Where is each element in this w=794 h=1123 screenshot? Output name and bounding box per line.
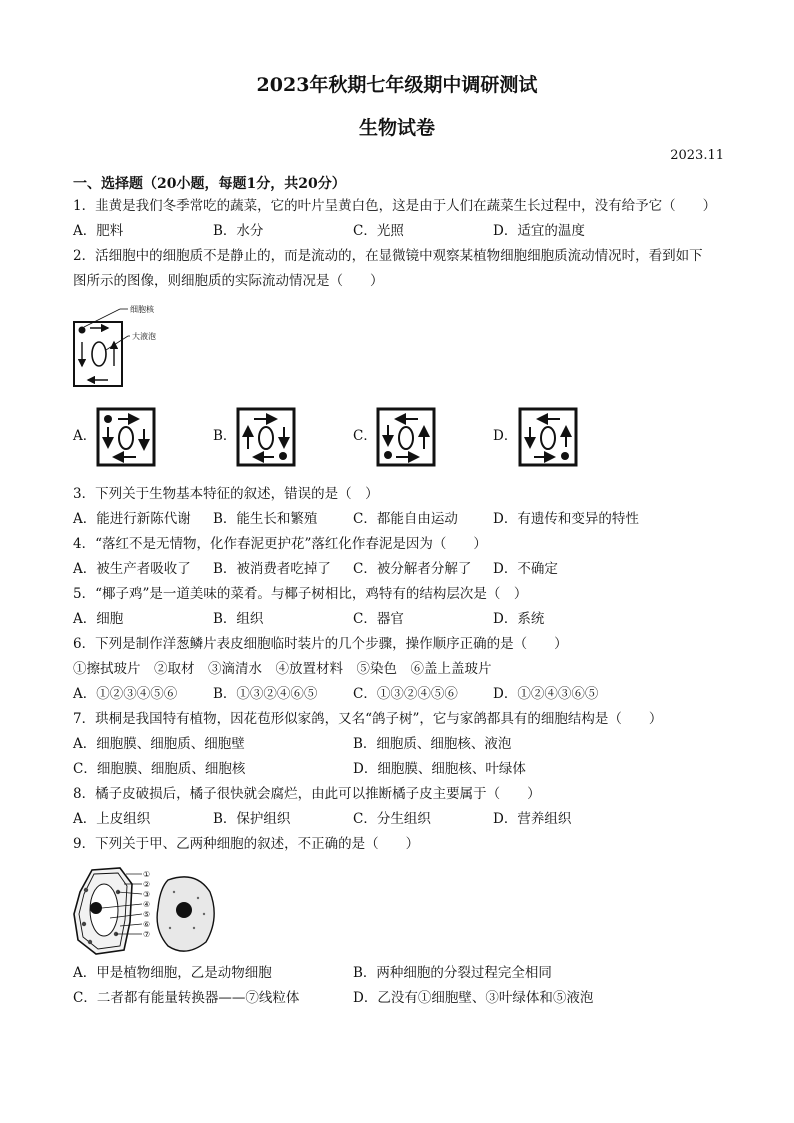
q4-option-c: C．被分解者分解了 [353, 561, 472, 577]
cell-label-3: ③ [143, 890, 151, 899]
q2-diagram-c [376, 407, 436, 467]
q6-stem: 6．下列是制作洋葱鳞片表皮细胞临时装片的几个步骤，操作顺序正确的是（ ） [73, 636, 568, 652]
q2-option-d: D． [493, 428, 518, 444]
q9-option-a: A．甲是植物细胞，乙是动物细胞 [73, 965, 272, 981]
q7-stem: 7．珙桐是我国特有植物，因花苞形似家鸽，又名“鸽子树”，它与家鸽都具有的细胞结构是（ ） [73, 711, 663, 727]
exam-title: 2023年秋期七年级期中调研测试 [256, 74, 538, 96]
q9-option-c: C．二者都有能量转换器——⑦线粒体 [73, 990, 300, 1006]
cell-label-4: ④ [143, 900, 151, 909]
q5-stem: 5．“椰子鸡”是一道美味的菜肴。与椰子树相比，鸡特有的结构层次是（ ） [73, 586, 528, 602]
q1-option-d: D．适宜的温度 [493, 223, 585, 239]
label-vacuole: 大液泡 [132, 332, 156, 341]
q2-diagram-a [96, 407, 156, 467]
exam-date: 2023.11 [670, 148, 724, 163]
q2-option-c: C． [353, 428, 377, 444]
q1-stem: 1．韭黄是我们冬季常吃的蔬菜，它的叶片呈黄白色，这是由于人们在蔬菜生长过程中，没有给予它（ ） [73, 198, 717, 214]
q5-option-c: C．器官 [353, 611, 404, 627]
q3-option-d: D．有遗传和变异的特性 [493, 511, 639, 527]
q4-stem: 4．“落红不是无情物，化作春泥更护花”落红化作春泥是因为（ ） [73, 536, 487, 552]
q1-option-b: B．水分 [213, 223, 264, 239]
cell-label-1: ① [143, 870, 151, 879]
q2-option-a: A． [73, 428, 97, 444]
q8-option-c: C．分生组织 [353, 811, 431, 827]
q2-stem-line1: 2．活细胞中的细胞质不是静止的，而是流动的，在显微镜中观察某植物细胞细胞质流动情况时，看到如下 [73, 248, 703, 264]
q3-stem: 3．下列关于生物基本特征的叙述，错误的是（ ） [73, 486, 379, 502]
q6-option-c: C．①③②④⑤⑥ [353, 686, 458, 702]
q7-option-c: C．细胞膜、细胞质、细胞核 [73, 761, 246, 777]
q6-option-a: A．①②③④⑤⑥ [73, 686, 178, 702]
q4-option-d: D．不确定 [493, 561, 558, 577]
q5-option-d: D．系统 [493, 611, 545, 627]
label-nucleus: 细胞核 [130, 305, 154, 314]
q3-option-a: A．能进行新陈代谢 [73, 511, 191, 527]
q7-option-d: D．细胞膜、细胞核、叶绿体 [353, 761, 526, 777]
q7-option-b: B．细胞质、细胞核、液泡 [353, 736, 512, 752]
q4-option-b: B．被消费者吃掉了 [213, 561, 331, 577]
q6-option-b: B．①③②④⑥⑤ [213, 686, 318, 702]
q8-stem: 8．橘子皮破损后，橘子很快就会腐烂，由此可以推断橘子皮主要属于（ ） [73, 786, 541, 802]
q6-steps: ①擦拭玻片 ②取材 ③滴清水 ④放置材料 ⑤染色 ⑥盖上盖玻片 [73, 661, 492, 677]
q8-option-a: A．上皮组织 [73, 811, 151, 827]
exam-subtitle: 生物试卷 [358, 117, 435, 139]
q3-option-b: B．能生长和繁殖 [213, 511, 318, 527]
q5-option-b: B．组织 [213, 611, 264, 627]
cytoplasm-flow-figure [70, 300, 180, 392]
q1-option-a: A．肥料 [73, 223, 124, 239]
q1-option-c: C．光照 [353, 223, 404, 239]
cell-label-2: ② [143, 880, 151, 889]
q9-option-d: D．乙没有①细胞壁、③叶绿体和⑤液泡 [353, 990, 594, 1006]
q9-option-b: B．两种细胞的分裂过程完全相同 [353, 965, 552, 981]
cell-label-5: ⑤ [143, 910, 151, 919]
plant-animal-cell-figure [70, 862, 220, 962]
q9-stem: 9．下列关于甲、乙两种细胞的叙述，不正确的是（ ） [73, 836, 420, 852]
cell-label-7: ⑦ [143, 930, 151, 939]
cell-label-6: ⑥ [143, 920, 151, 929]
q6-option-d: D．①②④③⑥⑤ [493, 686, 599, 702]
q7-option-a: A．细胞膜、细胞质、细胞壁 [73, 736, 245, 752]
q3-option-c: C．都能自由运动 [353, 511, 458, 527]
q5-option-a: A．细胞 [73, 611, 124, 627]
q8-option-b: B．保护组织 [213, 811, 291, 827]
q2-stem-line2: 图所示的图像，则细胞质的实际流动情况是（ ） [73, 273, 384, 289]
section-heading: 一、选择题（20小题，每题1分，共20分） [73, 176, 346, 192]
q8-option-d: D．营养组织 [493, 811, 572, 827]
q2-diagram-b [236, 407, 296, 467]
q4-option-a: A．被生产者吸收了 [73, 561, 191, 577]
q2-diagram-d [518, 407, 578, 467]
q2-option-b: B． [213, 428, 237, 444]
